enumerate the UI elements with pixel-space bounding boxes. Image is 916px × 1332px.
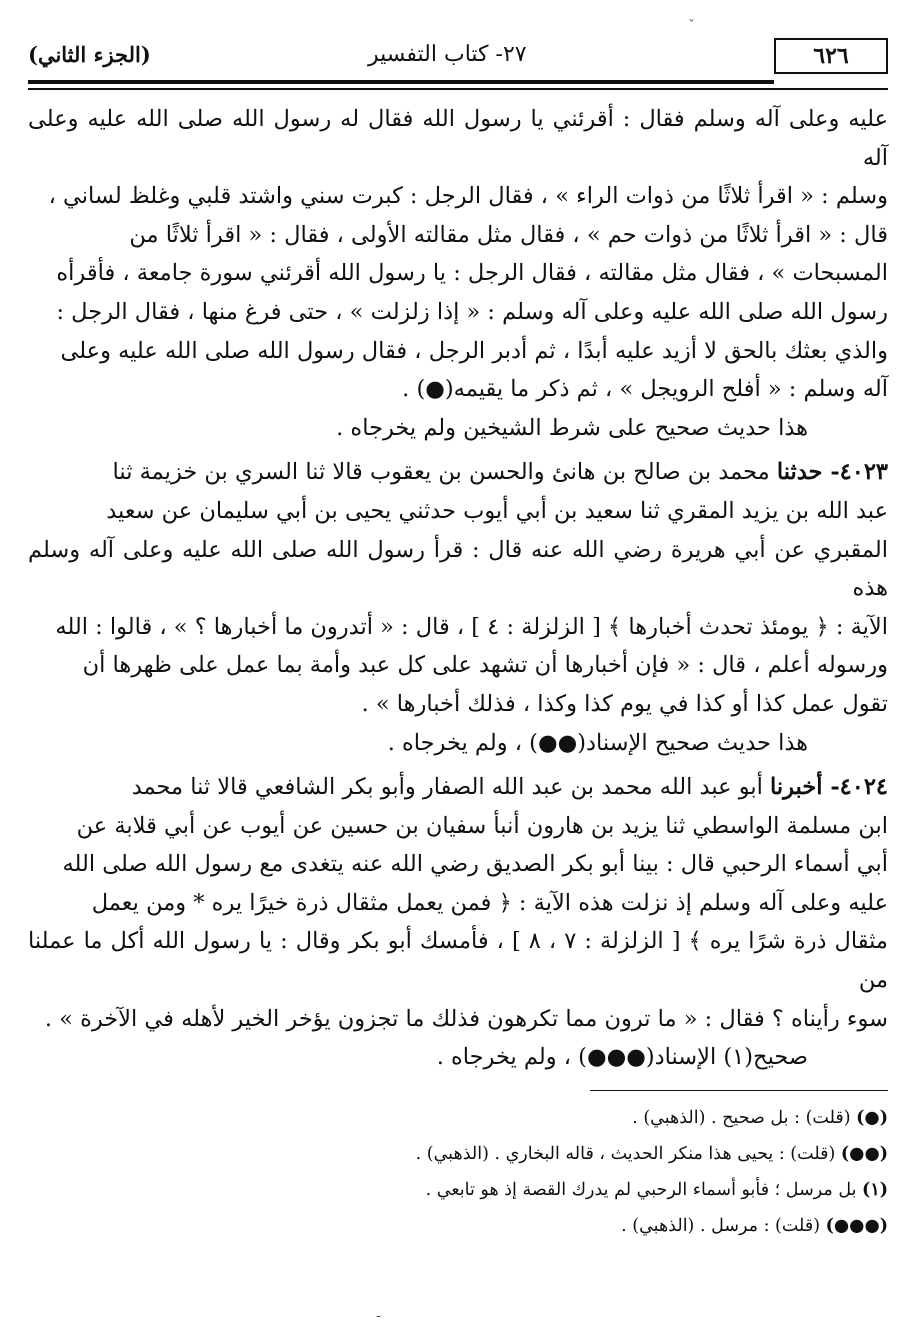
header-rule-thick	[28, 80, 774, 84]
hadith-line: مثقال ذرة شرًا يره ﴾ [ الزلزلة : ٧ ، ٨ ] ، فأمسك أبو بكر وقال : يا رسول الله أكل ما عملنا من	[28, 928, 888, 994]
footnote-text: (قلت) : يحيى هذا منكر الحديث ، قاله البخاري . (الذهبي) .	[415, 1144, 836, 1164]
hadith-line: تقول عمل كذا أو كذا في يوم كذا وكذا ، فذلك أخبارها » .	[361, 690, 888, 717]
hadith-number: ٤٠٢٤	[839, 774, 888, 801]
chapter-title: ٢٧- كتاب التفسير	[368, 42, 527, 67]
hadith-line: ابن مسلمة الواسطي ثنا يزيد بن هارون أنبأ سفيان بن حسين عن أيوب عن أبي قلابة عن	[76, 812, 888, 839]
hadith-line: أبي أسماء الرحبي قال : بينا أبو بكر الصديق رضي الله عنه يتغدى مع رسول الله صلى الله	[62, 851, 888, 878]
hadith-4024-verdict: صحيح(١) الإسناد(●●●) ، ولم يخرجاه .	[436, 1044, 808, 1071]
footnotes	[28, 1100, 888, 1244]
footnote-mark: (●●)	[840, 1144, 888, 1164]
intro-line: رسول الله صلى الله عليه وعلى آله وسلم : « إذا زلزلت » ، حتى فرغ منها ، فقال الرجل :	[56, 298, 888, 325]
hadith-line: محمد بن صالح بن هانئ والحسن بن يعقوب قالا ثنا السري بن خزيمة ثنا	[112, 459, 770, 486]
hadith-line: عبد الله بن يزيد المقري ثنا سعيد بن أبي أيوب حدثني يحيى بن أبي سليمان عن سعيد	[106, 497, 888, 524]
hadith-line: المقبري عن أبي هريرة رضي الله عنه قال : قرأ رسول الله صلى الله عليه وعلى آله وسلم هذه	[28, 536, 888, 602]
footnote-mark: (●●●)	[825, 1216, 888, 1236]
hadith-number: ٤٠٢٣	[839, 459, 888, 486]
hadith-4023-first-line: ٤٠٢٣- حدثنا محمد بن صالح بن هانئ والحسن بن يعقوب قالا ثنا السري بن خزيمة ثنا	[112, 459, 888, 486]
footnote	[28, 1136, 888, 1172]
intro-line: عليه وعلى آله وسلم فقال : أقرئني يا رسول الله فقال له رسول الله صلى الله عليه وعلى آله	[28, 106, 888, 171]
bottom-margin-mark: -	[376, 1308, 381, 1324]
hadith-keyword: حدثنا	[776, 459, 823, 486]
page-number: ٦٢٦	[813, 43, 849, 69]
hadith-line: عليه وعلى آله وسلم إذ نزلت هذه الآية : ﴿ فمن يعمل مثقال ذرة خيرًا يره * ومن يعمل	[91, 889, 888, 916]
footnote-mark: (١)	[862, 1180, 888, 1200]
hadith-keyword: أخبرنا	[770, 774, 823, 801]
hadith-4024-first-line: ٤٠٢٤- أخبرنا أبو عبد الله محمد بن عبد الله الصفار وأبو بكر الشافعي قالا ثنا محمد	[131, 774, 888, 801]
footnote	[28, 1208, 888, 1244]
footnote-text: بل مرسل ؛ فأبو أسماء الرحبي لم يدرك القصة إذ هو تابعي .	[425, 1180, 857, 1200]
top-margin-mark: ˯	[688, 6, 695, 22]
hadith-line: ورسوله أعلم ، قال : « فإن أخبارها أن تشهد على كل عبد وأمة بما عمل على ظهرها أن	[82, 652, 888, 679]
hadith-line: سوء رأيناه ؟ فقال : « ما ترون مما تكرهون فذلك ما تجزون يؤخر الخير لأهله في الآخرة » .	[44, 1005, 888, 1032]
page-number-box	[774, 38, 888, 74]
intro-line: والذي بعثك بالحق لا أزيد عليه أبدًا ، ثم أدبر الرجل ، فقال رسول الله صلى الله عليه وعلى	[60, 337, 888, 364]
intro-line: المسبحات » ، فقال مثل مقالته ، فقال الرجل : يا رسول الله أقرئني سورة جامعة ، فأقرأه	[56, 260, 888, 287]
header-rule-thin	[28, 88, 888, 90]
intro-line: آله وسلم : « أفلح الرويجل » ، ثم ذكر ما يقيمه(●) .	[402, 376, 888, 403]
intro-line: قال : « اقرأ ثلاثًا من ذوات حم » ، فقال مثل مقالته الأولى ، فقال : « اقرأ ثلاثًا من	[129, 221, 888, 248]
intro-line: وسلم : « اقرأ ثلاثًا من ذوات الراء » ، فقال الرجل : كبرت سني واشتد قلبي وغلظ لساني ،	[48, 183, 888, 210]
footnote-separator	[590, 1090, 888, 1091]
footnote	[28, 1172, 888, 1208]
hadith-4023-verdict: هذا حديث صحيح الإسناد(●●) ، ولم يخرجاه .	[387, 729, 808, 756]
volume-label: (الجزء الثاني)	[28, 42, 151, 67]
hadith-line: الآية : ﴿ يومئذ تحدث أخبارها ﴾ [ الزلزلة : ٤ ] ، قال : « أتدرون ما أخبارها ؟ » ، قالوا : الله	[55, 613, 888, 640]
footnote-text: (قلت) : مرسل . (الذهبي) .	[621, 1216, 821, 1236]
hadith-line: أبو عبد الله محمد بن عبد الله الصفار وأبو بكر الشافعي قالا ثنا محمد	[131, 774, 763, 801]
intro-verdict: هذا حديث صحيح على شرط الشيخين ولم يخرجاه .	[336, 414, 808, 441]
footnote-mark: (●)	[856, 1108, 888, 1128]
footnote	[28, 1100, 888, 1136]
footnote-text: (قلت) : بل صحيح . (الذهبي) .	[632, 1108, 851, 1128]
main-text	[28, 100, 888, 1077]
